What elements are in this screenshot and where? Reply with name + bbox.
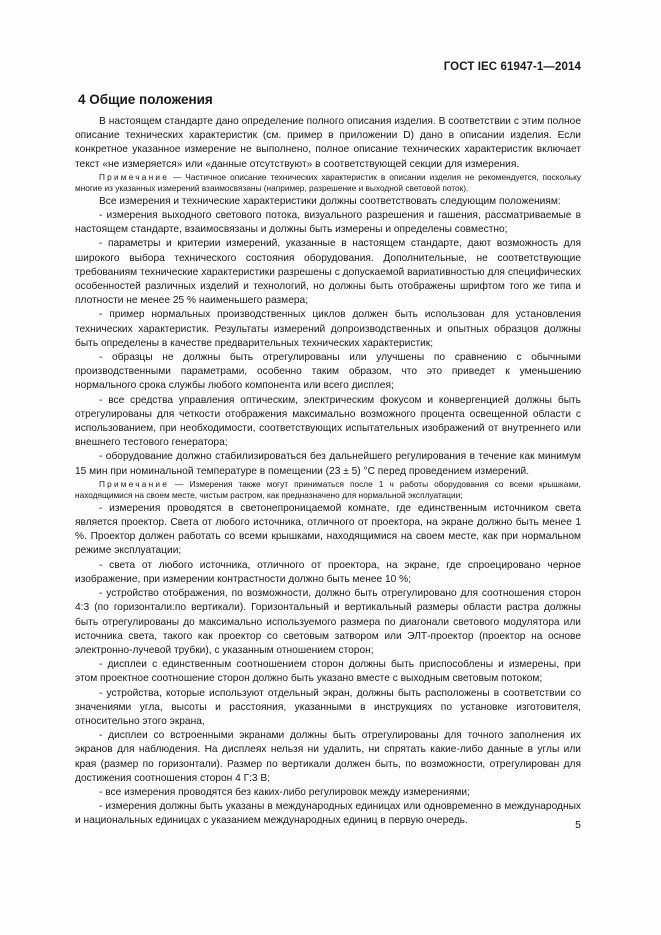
- note: [75, 172, 581, 195]
- note-text: — Частичное описание технических характеристик в описании изделия не рекомендуется, поскольку многие из указанных измерений взаимосвязаны (например, разрешение и выходной световой поток).: [75, 171, 581, 194]
- paragraph: - измерения выходного светового потока, визуального разрешения и гашения, рассматриваемые в настоящем стандарте, взаимосвязаны и должны быть измерены и определены совместно;: [75, 210, 581, 236]
- paragraph: - устройства, которые используют отдельный экран, должны быть расположены в соответствии со значениями угла, высоты и расстояния, указанными в инструкциях по установке изготовителя, относительно этого экрана,: [75, 687, 581, 727]
- paragraph: - образцы не должны быть отрегулированы или улучшены по сравнению с обычными производственными параметрами, особенно таким образом, что это приведет к уменьшению нормального срока службы любого компонента или всего дисплея;: [75, 352, 581, 392]
- paragraph: - оборудование должно стабилизироваться без дальнейшего регулирования в течение как минимум 15 мин при номинальной температуре в помещении (23 ± 5) °С перед проведением измерений.: [75, 451, 581, 477]
- paragraph: - дисплеи со встроенными экранами должны быть отрегулированы для точного заполнения их экранов для наблюдения. На дисплеях нельзя ни удалить, ни спрятать какие-либо данные в углы или края (размер по горизонтали). Размер по вертикали должен быть, по возможности, отрегулирован для достижения соотношения сторон 4 Г:3 В;: [75, 730, 581, 784]
- note-label: Примечание: [99, 171, 170, 182]
- paragraph: - все измерения проводятся без каких-либо регулировок между измерениями;: [99, 786, 470, 798]
- paragraph: - все средства управления оптическим, электрическим фокусом и конвергенцией должны быть отрегулированы для четкости отображения максимально возможного процента освещенной области с использованием, при необходимости, соответствующих испытательных изображений от внутреннего или внешнего тестового генератора;: [75, 394, 581, 449]
- paragraph: - параметры и критерии измерений, указанные в настоящем стандарте, дают возможность для широкого выбора технического состояния оборудования. Дополнительные, не соответствующие требованиям технические характеристики разрешены с допускаемой вариативностью для специфических особенностей различных изделий и технологий, но должны быть отображены шрифтом того же типа и плотности не менее 25 % наименьшего размера;: [75, 238, 581, 307]
- paragraph: Все измерения и технические характеристики должны соответствовать следующим положениям:: [99, 195, 561, 207]
- page-number: 5: [575, 819, 581, 831]
- note: [75, 479, 581, 502]
- paragraph: В настоящем стандарте дано определение полного описания изделия. В соответствии с этим полное описание технических характеристик (см. пример в приложении D) дано в описании изделия. Если конкретное указанное измерение не выполнено, полное описание технических характеристик включает текст «не измеряется» или «данные отсутствуют» в соответствующей секции для измерения.: [75, 116, 581, 170]
- paragraph: - измерения проводятся в светонепроницаемой комнате, где единственным источником света является проектор. Света от любого источника, отличного от проектора, на экране должно быть менее 1 %. Проектор должен работать со всеми крышками, находящимися на своем месте, как при нормальном режиме эксплуатации;: [75, 502, 581, 557]
- note-text: — Измерения также могут приниматься после 1 ч работы оборудования со всеми крышками, находящимися на своем месте, чистым растром, как предназначено для нормальной эксплуатации;: [75, 478, 581, 501]
- paragraph: - устройство отображения, по возможности, должно быть отрегулировано для соотношения сторон 4:3 (по горизонтали:по вертикали). Горизонтальный и вертикальный размеры области растра должны быть отрегулированы до максимально используемого размера по диагонали светового модулятора или источника света, такого как проектор со световым затвором или ЭЛТ-проектор (проектор на основе электронно-лучевой трубки), с указанным отношением сторон;: [75, 588, 581, 656]
- section-title: 4 Общие положения: [78, 92, 213, 107]
- paragraph: - дисплеи с единственным соотношением сторон должны быть приспособлены и измерены, при этом проектное соотношение сторон должно быть указано вместе с выходным световым потоком;: [75, 659, 581, 685]
- paragraph: - света от любого источника, отличного от проектора, на экране, где спроецировано черное изображение, при измерении контрастности должно быть менее 10 %;: [75, 559, 581, 585]
- paragraph: - измерения должны быть указаны в международных единицах или одновременно в международных и национальных единицах с указанием международных единиц в первую очередь.: [75, 801, 581, 827]
- document-body: [75, 115, 581, 829]
- note-label: Примечание: [99, 478, 170, 489]
- paragraph: - пример нормальных производственных циклов должен быть использован для установления технических характеристик. Результаты измерений допроизводственных и опытных образцов должны быть определены в качестве предварительных технических характеристик;: [75, 309, 581, 349]
- standard-code: ГОСТ IEC 61947-1—2014: [443, 61, 581, 73]
